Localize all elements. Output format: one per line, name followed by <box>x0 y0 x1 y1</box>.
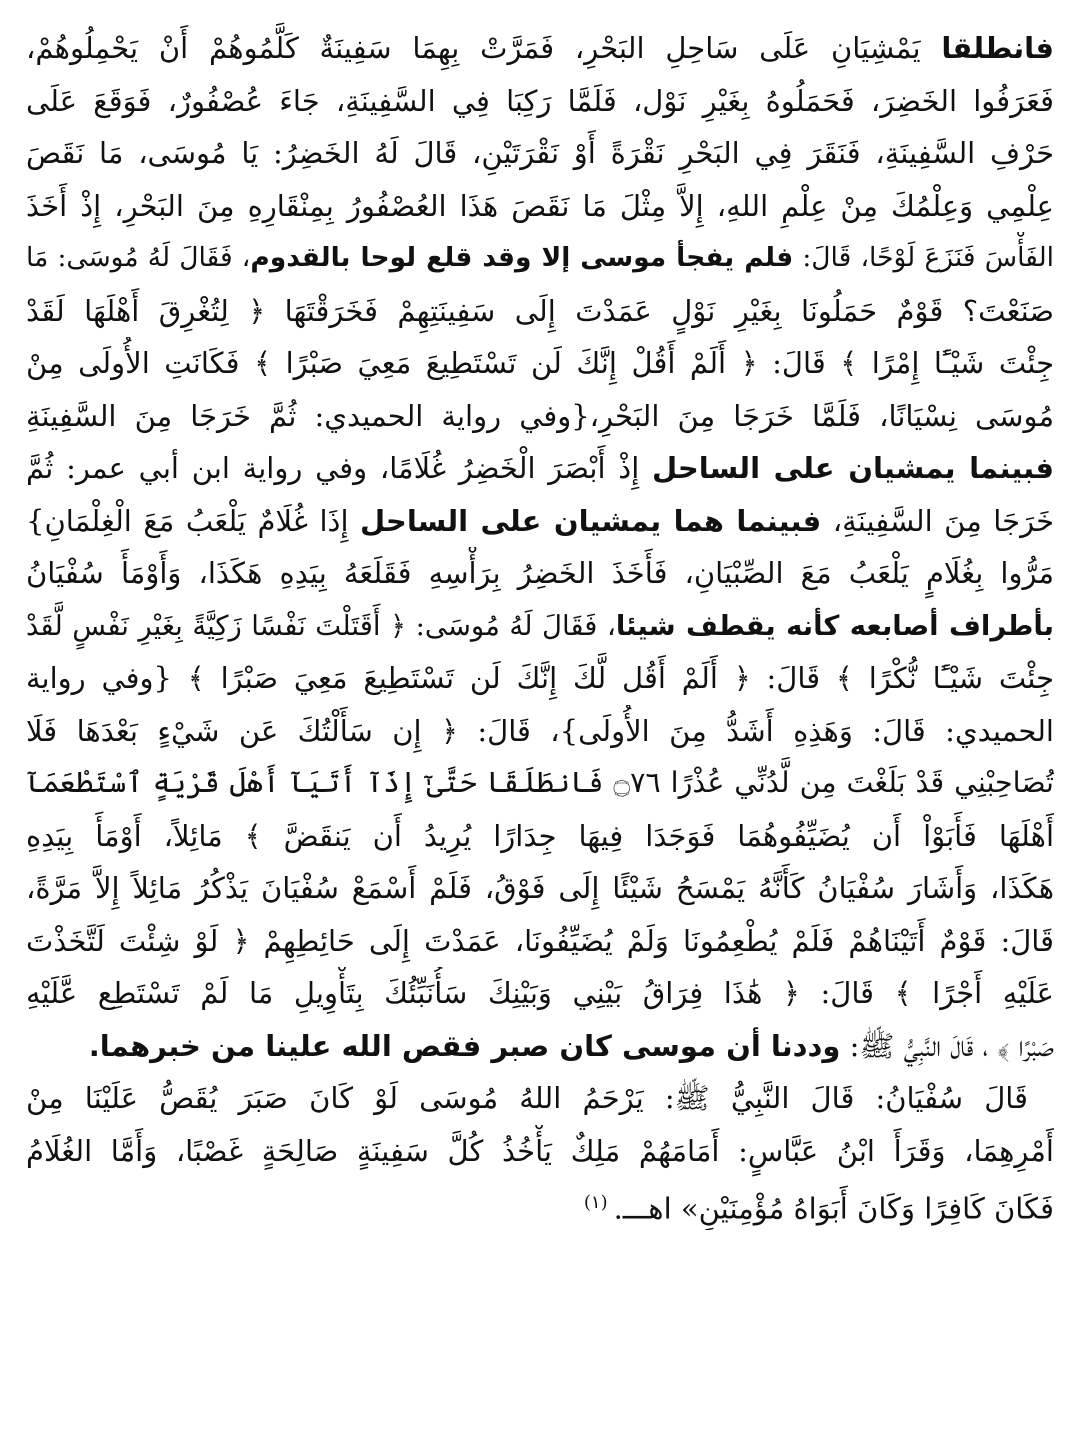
text-segment: قَالَ سُفْيَانُ: قَالَ النَّبِيُّ ﷺ: يَرْحَمُ اللهُ مُوسَى لَوْ كَانَ صَبَرَ يُقَصُّ عَلَيْنَا مِنْ <box>26 1081 1028 1115</box>
bold-phrase: فلم يفجأ موسى إلا وقد قلع لوحا بالقدوم <box>250 242 794 273</box>
bold-phrase: فانطلقا <box>941 31 1054 65</box>
text-line <box>26 442 1054 495</box>
text-line <box>26 1177 1054 1230</box>
text-segment: ، فَقَالَ لَهُ مُوسَى: ﴿ أَقَتَلْتَ نَفْسًا زَكِيَّةً بِغَيْرِ نَفْسٍ لَّقَدْ <box>26 609 616 642</box>
bold-phrase: بأطراف أصابعه كأنه يقطف شيئا <box>615 609 1054 642</box>
text-line <box>26 757 1054 810</box>
text-segment: أَمْرِهِمَا، وَقَرَأَ ابْنُ عَبَّاسٍ: أَمَامَهُمْ مَلِكٌ يَأْخُذُ كُلَّ سَفِينَةٍ صَالِحَةٍ غَصْبًا، وَأَمَّا الغُلَامُ <box>26 1133 1054 1168</box>
document-body <box>26 22 1054 1230</box>
text-line <box>26 1125 1054 1178</box>
bold-phrase: وددنا أن موسى كان صبر فقص الله علينا من خبرهما. <box>88 1028 841 1063</box>
text-segment: فَعَرَفُوا الخَضِرَ، فَحَمَلُوهُ بِغَيْرِ نَوْل، فَلَمَّا رَكِبَا فِي السَّفِينَةِ، جَاءَ عُصْفُورٌ، فَوَقَعَ عَلَى <box>26 83 1054 118</box>
text-line <box>26 810 1054 863</box>
text-segment: جِئْتَ شَيْـًٔا نُّكْرًا ﴾ قَالَ: ﴿ أَلَمْ أَقُل لَّكَ إِنَّكَ لَن تَسْتَطِيعَ مَعِيَ صَبْرًا ﴾ {وفي رواية <box>26 661 1054 695</box>
text-line <box>26 180 1054 233</box>
text-line <box>26 1072 1054 1125</box>
paragraph <box>26 22 1054 1072</box>
text-segment: يَمْشِيَانِ عَلَى سَاحِلِ البَحْرِ، فَمَرَّتْ بِهِمَا سَفِينَةٌ كَلَّمُوهُمْ أَنْ يَحْمِلُوهُمْ، <box>26 31 942 65</box>
text-line <box>26 862 1054 915</box>
text-segment: جِئْتَ شَيْـًٔا إِمْرًا ﴾ قَالَ: ﴿ أَلَمْ أَقُلْ إِنَّكَ لَن تَسْتَطِيعَ مَعِيَ صَبْرًا ﴾ فَكَانَتِ الأُولَى مِنْ <box>26 346 1054 380</box>
text-line <box>26 75 1054 128</box>
text-segment: مَرُّوا بِغُلَامٍ يَلْعَبُ مَعَ الصِّبْيَانِ، فَأَخَذَ الخَضِرُ بِرَأْسِهِ فَقَلَعَهُ بِيَدِهِ هَكَذَا، وَأَوْمَأَ سُفْيَانُ <box>26 556 1054 590</box>
text-line <box>26 915 1054 968</box>
text-segment: ، فَقَالَ لَهُ مُوسَى: مَا <box>26 242 251 273</box>
text-line <box>26 495 1054 548</box>
text-line <box>26 232 1054 285</box>
text-segment: تُصَاحِبْنِي قَدْ بَلَغْتَ مِن لَّدُنِّي عُذْرًا ۝٧٦ فَانطَلَقَا حَتَّىٰٓ إِذَآ أَتَيَآ أَهْلَ قَرْيَةٍ ٱسْتَطْعَمَآ <box>26 766 1054 799</box>
text-line <box>26 1020 1054 1073</box>
text-line <box>26 705 1054 758</box>
text-line <box>26 547 1054 600</box>
text-line <box>26 285 1054 338</box>
text-segment: قَالَ: قَوْمٌ أَتَيْنَاهُمْ فَلَمْ يُطْعِمُونَا وَلَمْ يُضَيِّفُونَا، عَمَدْتَ إِلَى حَائِطِهِمْ ﴿ لَوْ شِئْتَ لَتَّخَذْتَ <box>26 923 1054 958</box>
text-segment: إِذَا غُلَامٌ يَلْعَبُ مَعَ الْغِلْمَانِ} <box>26 503 361 538</box>
text-segment: الحميدي: قَالَ: وَهَذِهِ أَشَدُّ مِنَ الأُولَى}، قَالَ: ﴿ إِن سَأَلْتُكَ عَن شَيْءٍ بَعْدَهَا فَلَا <box>26 713 1054 748</box>
text-segment: عَلَيْهِ أَجْرًا ﴾ قَالَ: ﴿ هَٰذَا فِرَاقُ بَيْنِي وَبَيْنِكَ سَأُنَبِّئُكَ بِتَأْوِيلِ مَا لَمْ تَسْتَطِع عَّلَيْهِ <box>26 976 1054 1010</box>
text-segment: خَرَجَا مِنَ السَّفِينَةِ، <box>821 503 1054 538</box>
document-page <box>26 22 1054 1442</box>
text-segment: هَكَذَا، وَأَشَارَ سُفْيَانُ كَأَنَّهُ يَمْسَحُ شَيْئًا إِلَى فَوْقُ، فَلَمْ أَسْمَعْ سُفْيَانَ يَذْكُرُ مَائِلاً إِلاَّ مَرَّةً، <box>26 871 1054 905</box>
text-line <box>26 600 1054 653</box>
text-line <box>26 22 1054 75</box>
text-line <box>26 127 1054 180</box>
text-segment: أَهْلَهَا فَأَبَوْاْ أَن يُضَيِّفُوهُمَا فَوَجَدَا فِيهَا جِدَارًا يُرِيدُ أَن يَنقَضَّ ﴾ مَائِلاً، أَوْمَأَ بِيَدِهِ <box>26 818 1054 853</box>
text-line <box>26 337 1054 390</box>
text-segment: صَبْرًا ﴾ ، قَالَ النَّبِيُّ ﷺ: <box>840 1028 1054 1063</box>
text-segment: الفَأْسَ فَنَزَعَ لَوْحًا، قَالَ: <box>793 242 1054 273</box>
footnote-marker: (١) <box>583 1192 608 1213</box>
text-segment: مُوسَى نِسْيَانًا، فَلَمَّا خَرَجَا مِنَ البَحْرِ،{وفي رواية الحميدي: ثُمَّ خَرَجَا مِنَ السَّفِينَةِ <box>26 398 1054 433</box>
text-line <box>26 652 1054 705</box>
text-segment: صَنَعْتَ؟ قَوْمٌ حَمَلُونَا بِغَيْرِ نَوْلٍ عَمَدْتَ إِلَى سَفِينَتِهِمْ فَخَرَقْتَهَا ﴿ لِتُغْرِقَ أَهْلَهَا لَقَدْ <box>26 293 1054 328</box>
text-line <box>26 967 1054 1020</box>
bold-phrase: فبينما يمشيان على الساحل <box>652 451 1054 485</box>
text-line <box>26 390 1054 443</box>
text-segment: إِذْ أَبْصَرَ الْخَضِرُ غُلَامًا، وفي رواية ابن أبي عمر: ثُمَّ <box>26 451 652 485</box>
bold-phrase: فبينما هما يمشيان على الساحل <box>360 503 822 538</box>
paragraph <box>26 1072 1054 1230</box>
text-segment: حَرْفِ السَّفِينَةِ، فَنَقَرَ فِي البَحْرِ نَقْرَةً أَوْ نَقْرَتَيْنِ، قَالَ لَهُ الخَضِرُ: يَا مُوسَى، مَا نَقَصَ <box>26 136 1054 170</box>
text-segment: فَكَانَ كَافِرًا وَكَانَ أَبَوَاهُ مُؤْمِنَيْنِ» اهـــ. <box>613 1191 1054 1226</box>
text-segment: عِلْمِي وَعِلْمُكَ مِنْ عِلْمِ اللهِ، إِلاَّ مِثْلَ مَا نَقَصَ هَذَا العُصْفُورُ بِمِنْقَارِهِ مِنَ البَحْرِ، إِذْ أَخَذَ <box>26 188 1054 223</box>
